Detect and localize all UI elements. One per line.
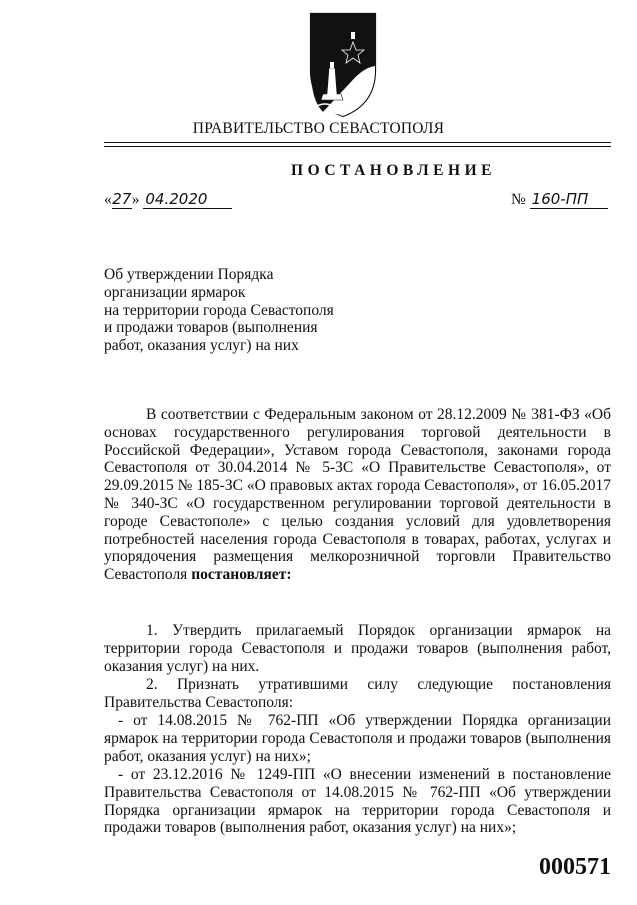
- clause-2-item-1-text: - от 14.08.2015 № 762-ПП «Об утверждении Порядка организации ярмарок на территории города Севастополя и продажи товаров (выполнения работ, оказания услуг) на них»;: [104, 712, 611, 765]
- preamble-paragraph: [104, 406, 611, 584]
- document-date: [104, 190, 232, 209]
- clause-2: [104, 676, 611, 712]
- subject-line: организации ярмарок: [104, 283, 246, 301]
- date-month-year: 04.2020: [143, 190, 232, 209]
- serial-number: 000571: [539, 854, 611, 880]
- date-close-quote: »: [131, 191, 140, 208]
- clause-2-item-1: [104, 712, 611, 765]
- subject-line: Об утверждении Порядка: [104, 266, 274, 283]
- date-day: 27: [112, 190, 132, 208]
- document-subject: [104, 266, 364, 355]
- organization-name: ПРАВИТЕЛЬСТВО СЕВАСТОПОЛЯ: [192, 120, 445, 137]
- clause-2-text: 2. Признать утратившими силу следующие постановления Правительства Севастополя:: [104, 676, 611, 711]
- header-rule-top: [104, 142, 611, 143]
- document-type-title: ПОСТАНОВЛЕНИЕ: [291, 162, 496, 179]
- number-value: 160-ПП: [530, 190, 608, 209]
- sevastopol-coat-of-arms-icon: [297, 8, 390, 120]
- document-number: [511, 190, 608, 209]
- preamble-bold-verb: постановляет:: [191, 566, 292, 584]
- number-sign: №: [511, 191, 526, 208]
- preamble-text: В соответствии с Федеральным законом от 28.12.2009 № 381-ФЗ «Об основах государственного регулирования торговой деятельности в Российской Федерации», Уставом города Севастополя, законами города Севастополя от 30.04.2014 № 5-ЗС «О Правительстве Севастополя», от 29.09.2015 № 185-ЗС «О правовых актах города Севастополя», от 16.05.2017 № 340-ЗС «О государственном регулировании торговой деятельности в городе Севастополе» с целью создания условий для удовлетворения потребностей населения города Севастополя в товарах, работах, услугах и упорядочения размещения мелкорозничной торговли Правительство Севастополя: [104, 406, 611, 584]
- subject-line: и продажи товаров (выполнения: [104, 319, 318, 337]
- header-rule-bottom: [104, 146, 611, 147]
- clause-1: [104, 622, 611, 675]
- clause-2-item-2: [104, 766, 611, 837]
- clause-2-item-2-text: - от 23.12.2016 № 1249-ПП «О внесении изменений в постановление Правительства Севастополя от 14.08.2015 № 762-ПП «Об утверждении Порядка организации ярмарок на территории города Севастополя и продажи товаров (выполнения работ, оказания услуг) на них»;: [104, 766, 611, 837]
- date-open-quote: «: [104, 191, 112, 208]
- subject-line: на территории города Севастополя: [104, 301, 334, 319]
- clause-1-text: 1. Утвердить прилагаемый Порядок организации ярмарок на территории города Севастополя и продажи товаров (выполнения работ, оказания услуг) на них.: [104, 622, 611, 675]
- subject-line: работ, оказания услуг) на них: [104, 337, 299, 355]
